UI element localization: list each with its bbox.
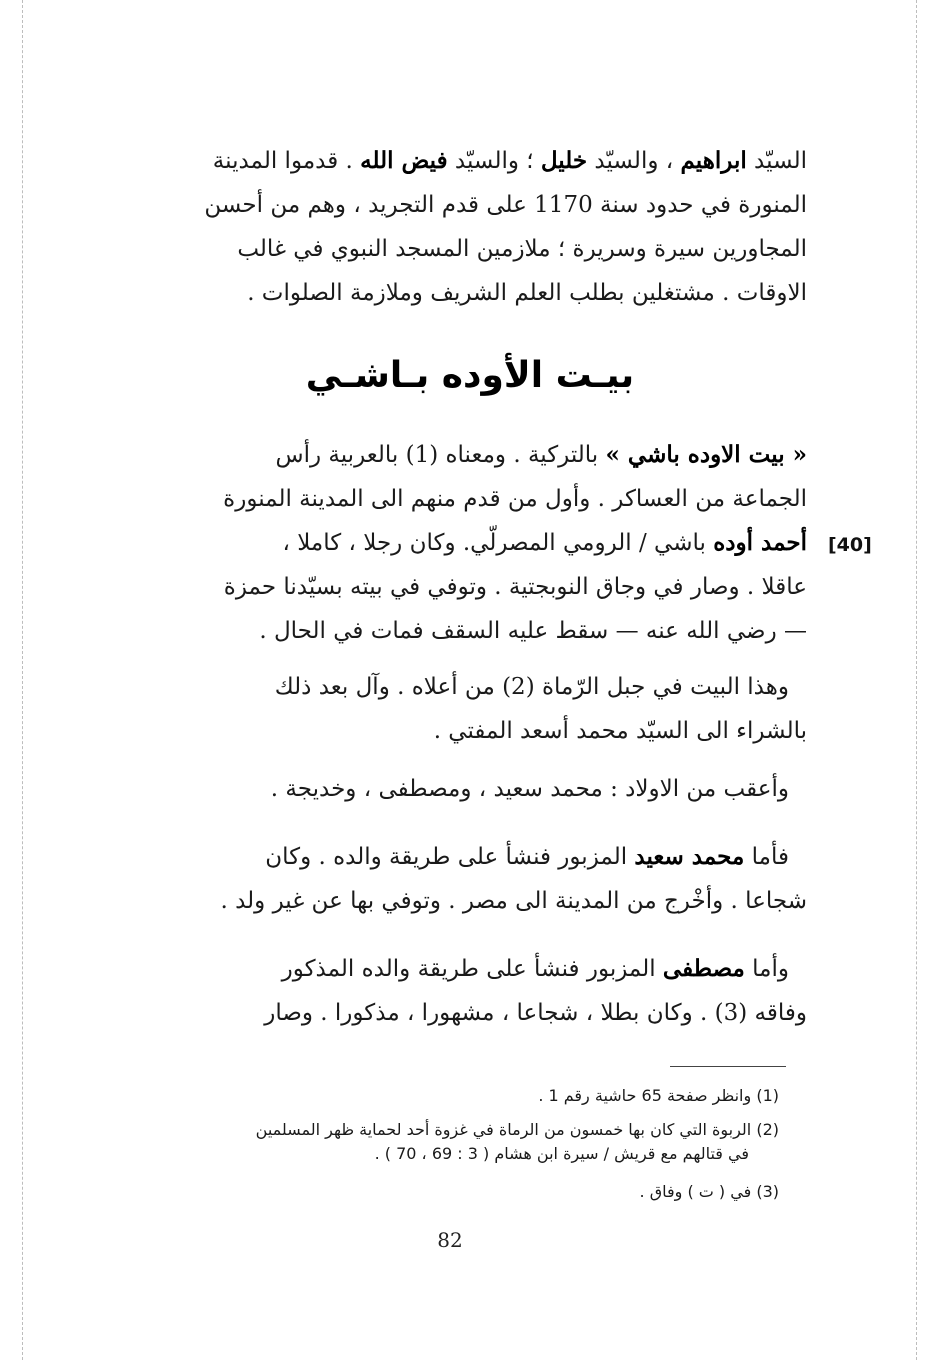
para1-line3: المجاورين سيرة وسريرة ؛ ملازمين المسجد النبوي في غالب xyxy=(237,236,807,262)
marginal-reference: [40] xyxy=(828,534,872,556)
section-title: بيـت الأوده بـاشـي xyxy=(305,355,635,396)
para2-line3: أحمد أوده باشي / الرومي المصرلّي. وكان رجلا ، كاملا ، xyxy=(282,529,807,556)
footnote-2-line1: (2) الربوة التي كان بها خمسون من الرماة في غزوة أحد لحماية ظهر المسلمين xyxy=(255,1120,779,1139)
name-khalil: خليل xyxy=(540,147,588,174)
para1-line4: الاوقات . مشتغلين بطلب العلم الشريف وملازمة الصلوات . xyxy=(247,280,807,306)
left-scan-edge xyxy=(22,0,23,1360)
name-fayd-allah: فيض الله xyxy=(360,147,448,174)
para2-line5: — رضي الله عنه — سقط عليه السقف فمات في الحال . xyxy=(259,618,807,644)
para6-line1: وأما مصطفى المزبور فنشأ على طريقة والده المذكور xyxy=(281,955,789,982)
para3-line2: بالشراء الى السيّد محمد أسعد المفتي . xyxy=(433,718,807,744)
para5-line1: فأما محمد سعيد المزبور فنشأ على طريقة والده . وكان xyxy=(265,843,789,870)
para1-line1: السيّد ابراهيم ، والسيّد خليل ؛ والسيّد فيض الله . قدموا المدينة xyxy=(212,147,807,174)
para2-line1: « بيت الاوده باشي » بالتركية . ومعناه (1) بالعربية رأس xyxy=(275,441,807,468)
page-number: 82 xyxy=(437,1228,463,1252)
para5-line2: شجاعا . وأخْرج من المدينة الى مصر . وتوفي بها عن غير ولد . xyxy=(220,888,807,914)
para2-line4: عاقلا . وصار في وجاق النوبجتية . وتوفي في بيته بسيّدنا حمزة xyxy=(223,574,807,600)
footnote-1: (1) وانظر صفحة 65 حاشية رقم 1 . xyxy=(538,1086,779,1105)
para1-line2: المنورة في حدود سنة 1170 على قدم التجريد ، وهم من أحسن xyxy=(204,192,807,218)
footnote-3: (3) في ( ت ) وفاق . xyxy=(639,1182,779,1201)
footnote-2-line2: في قتالهم مع قريش / سيرة ابن هشام ( 3 : 69 ، 70 ) . xyxy=(374,1144,749,1163)
para3-line1: وهذا البيت في جبل الرّماة (2) من أعلاه . وآل بعد ذلك xyxy=(274,674,789,700)
right-scan-edge xyxy=(916,0,917,1360)
para2-line2: الجماعة من العساكر . وأول من قدم منهم الى المدينة المنورة xyxy=(223,486,807,512)
para4-line1: وأعقب من الاولاد : محمد سعيد ، ومصطفى ، وخديجة . xyxy=(270,776,789,802)
name-ibrahim: ابراهيم xyxy=(680,147,747,174)
footnote-separator xyxy=(670,1066,786,1067)
para6-line2: وفاقه (3) . وكان بطلا ، شجاعا ، مشهورا ، مذكورا . وصار xyxy=(264,1000,807,1026)
